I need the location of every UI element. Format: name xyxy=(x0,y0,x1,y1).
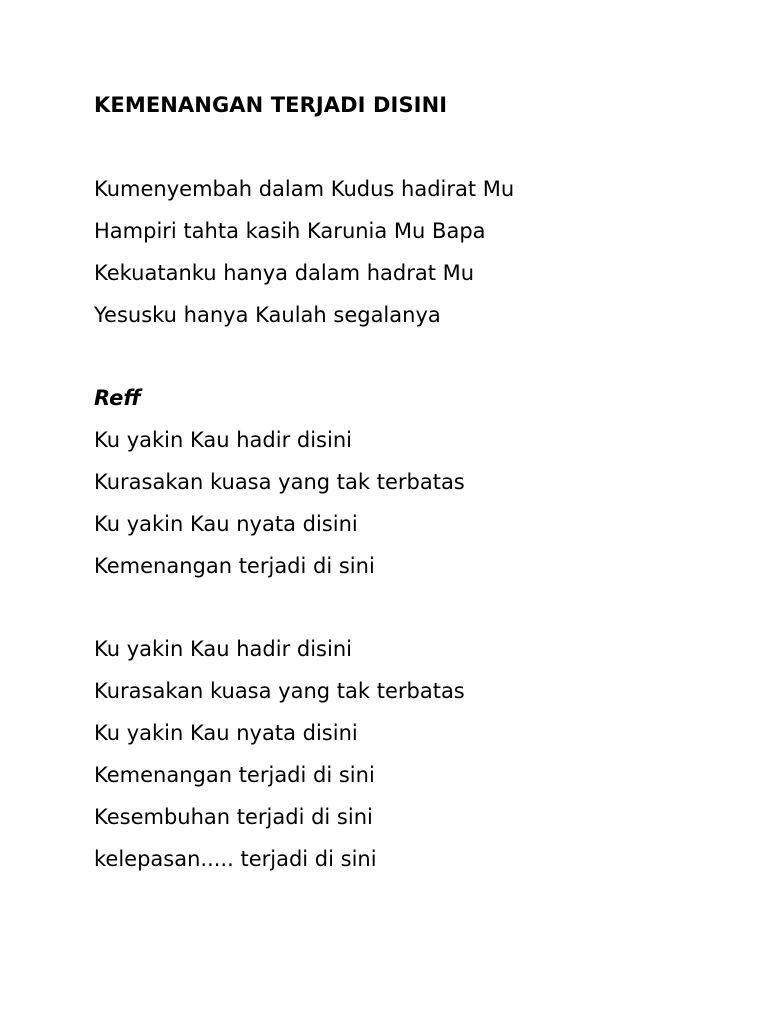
ending-line-2: Kurasakan kuasa yang tak terbatas xyxy=(94,679,465,703)
ending-line-4: Kemenangan terjadi di sini xyxy=(94,763,375,787)
reff-line-3: Ku yakin Kau nyata disini xyxy=(94,512,358,536)
reff-line-1: Ku yakin Kau hadir disini xyxy=(94,428,352,452)
reff-line-2: Kurasakan kuasa yang tak terbatas xyxy=(94,470,465,494)
verse-line-4: Yesusku hanya Kaulah segalanya xyxy=(94,303,441,327)
ending-line-5: Kesembuhan terjadi di sini xyxy=(94,805,373,829)
reff-line-4: Kemenangan terjadi di sini xyxy=(94,554,375,578)
ending-line-1: Ku yakin Kau hadir disini xyxy=(94,637,352,661)
verse-line-2: Hampiri tahta kasih Karunia Mu Bapa xyxy=(94,219,486,243)
verse-line-1: Kumenyembah dalam Kudus hadirat Mu xyxy=(94,177,515,201)
ending-line-3: Ku yakin Kau nyata disini xyxy=(94,721,358,745)
verse-line-3: Kekuatanku hanya dalam hadrat Mu xyxy=(94,261,475,285)
ending-line-6: kelepasan..... terjadi di sini xyxy=(94,847,377,871)
reff-label: Reff xyxy=(94,386,141,410)
song-title: KEMENANGAN TERJADI DISINI xyxy=(94,93,448,117)
